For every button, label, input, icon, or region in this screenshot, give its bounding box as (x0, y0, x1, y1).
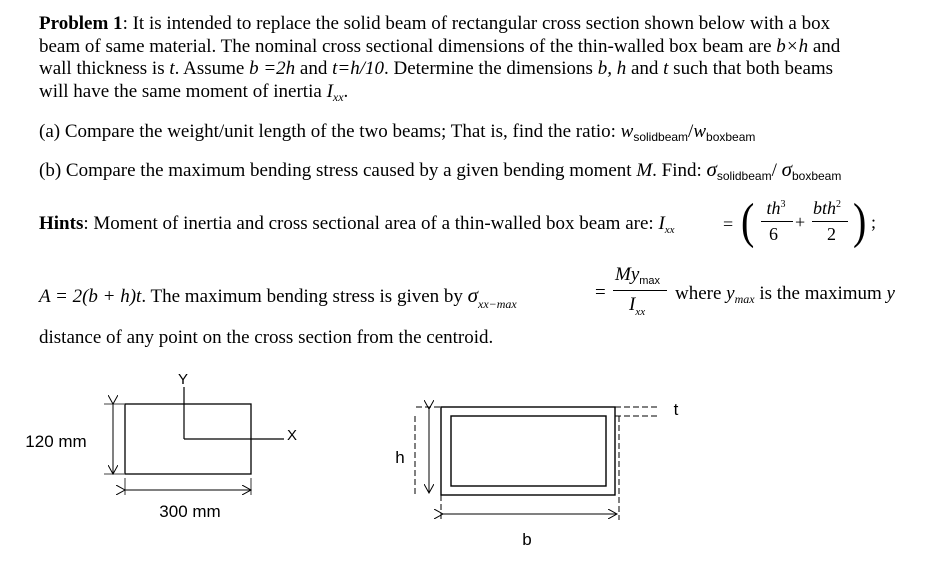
part-b: (b) Compare the maximum bending stress caused by a given bending moment M. Find: $\sigma_{solidbeam}/$ $\sigma_{boxbeam}$ (39, 157, 842, 183)
formula-num-1: $th^3$ (766, 198, 786, 218)
x-axis-label: X (286, 427, 298, 444)
height-dim-label: 120 mm (25, 432, 87, 451)
box-beam-inner (451, 416, 606, 486)
formula-num-2: bth$^2$ (813, 198, 842, 218)
problem-line-2: beam of same material. The nominal cross sectional dimensions of the thin-walled box beam are b×h and (39, 35, 841, 57)
box-beam-figure (395, 400, 678, 549)
problem-line-1: Problem 1: It is intended to replace the solid beam of rectangular cross section shown below with a box (39, 13, 831, 34)
width-dim-label: 300 mm (159, 502, 221, 521)
t-dim-label: t (673, 400, 679, 419)
hints-label: Hints (39, 213, 84, 234)
part-a: (a) Compare the weight/unit length of the two beams; That is, find the ratio: $w_{solidbeam}/w_{boxbeam}$ (39, 121, 756, 144)
solid-beam-figure (25, 371, 297, 521)
problem-line-3: wall thickness is t. Assume b =2h and t=h/10. Determine the dimensions b, h and t such that both beams (39, 58, 834, 79)
h-dim-label: h (395, 448, 405, 467)
b-dim-label: b (522, 530, 532, 549)
area-line: A = 2(b + h)t. The maximum bending stress is given by $\sigma_{xx-max}$ (39, 283, 517, 311)
box-beam-outer (441, 407, 615, 495)
ymax-note: where $y_{max}$ is the maximum y (675, 283, 895, 306)
distance-line: distance of any point on the cross section from the centroid. (39, 327, 494, 348)
problem-label: Problem 1 (39, 13, 123, 34)
problem-line-4: will have the same moment of inertia $I_{xx}$. (39, 80, 349, 104)
y-axis-label: Y (177, 371, 189, 388)
area-formula: A = 2(b + h)t (39, 286, 142, 307)
hints-line: Hints: Moment of inertia and cross sectional area of a thin-walled box beam are: $I_{xx}$ (39, 213, 675, 236)
